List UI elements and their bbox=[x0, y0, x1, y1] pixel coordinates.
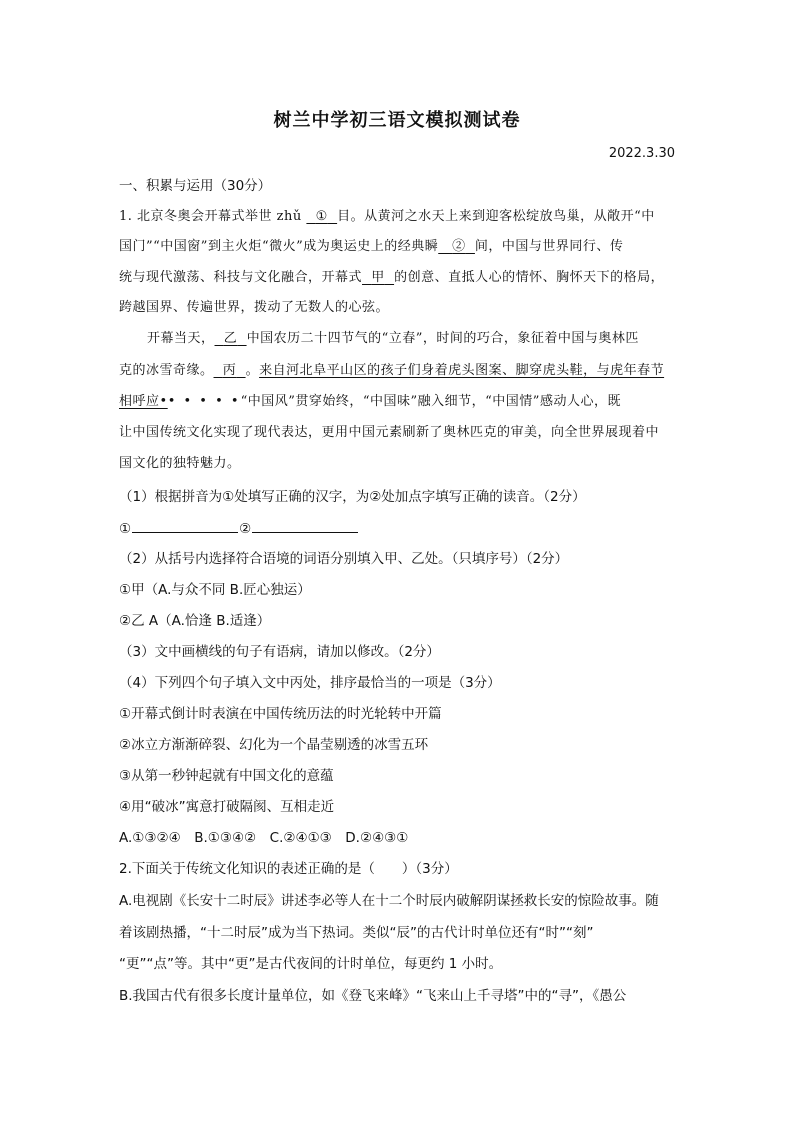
sentence-3: ③从第一秒钟起就有中国文化的意蕴 bbox=[119, 768, 334, 784]
subquestion-2-option-2: ②乙 A（A.恰逢 B.适逢） bbox=[119, 613, 271, 629]
sentence-4: ④用“破冰”寓意打破隔阂、互相走近 bbox=[119, 799, 335, 815]
blank-yi: 乙 bbox=[223, 331, 238, 346]
answer-field-2[interactable] bbox=[252, 518, 358, 533]
sentence-1: ①开幕式倒计时表演在中国传统历法的时光轮转中开篇 bbox=[119, 706, 442, 722]
passage-line-6: 克的冰雪奇缘。 丙 。来自河北阜平山区的孩子们身着虎头图案、脚穿虎头鞋，与虎年春节 bbox=[119, 363, 665, 378]
option-a-line-1: A.电视剧《长安十二时辰》讲述李必等人在十二个时辰内破解阴谋拯救长安的惊险故事。随 bbox=[119, 893, 659, 909]
subquestion-2: （2）从括号内选择符合语境的词语分别填入甲、乙处。（只填序号）（2分） bbox=[119, 551, 569, 567]
blank-jia: 甲 bbox=[371, 270, 385, 285]
underlined-sentence-end: 相呼应 bbox=[119, 394, 160, 409]
underlined-sentence: 来自河北阜平山区的孩子们身着虎头图案、脚穿虎头鞋，与虎年春节 bbox=[259, 363, 665, 378]
passage-line-4: 跨越国界、传遍世界，拨动了无数人的心弦。 bbox=[119, 300, 390, 315]
passage-line-1: 1. 北京冬奥会开幕式举世 zhǔ ① 目。从黄河之水天上来到迎客松绽放鸟巢，从敞开“中 bbox=[119, 209, 655, 224]
passage-line-2: 国门”“中国窗”到主火炬“微火”成为奥运史上的经典瞬 ② 间，中国与世界同行、传 bbox=[119, 239, 624, 254]
answer-choices: A.①③②④ B.①③④② C.②④①③ D.②④③① bbox=[119, 830, 409, 846]
exam-date: 2022.3.30 bbox=[608, 146, 675, 161]
passage-line-7: 相呼应•• • • • •“中国风”贯穿始终，“中国味”融入细节，“中国情”感动人心，既 bbox=[119, 394, 621, 409]
sentence-2: ②冰立方渐渐碎裂、幻化为一个晶莹剔透的冰雪五环 bbox=[119, 737, 429, 753]
subquestion-4: （4）下列四个句子填入文中丙处，排序最恰当的一项是（3分） bbox=[119, 675, 501, 691]
blank-1: ① bbox=[315, 209, 328, 224]
answer-field-1[interactable] bbox=[132, 518, 238, 533]
option-a-line-3: “更”“点”等。其中“更”是古代夜间的计时单位，每更约 1 小时。 bbox=[119, 956, 503, 972]
passage-line-3: 统与现代激荡、科技与文化融合，开幕式 甲 的创意、直抵人心的情怀、胸怀天下的格局， bbox=[119, 270, 665, 285]
blank-2: ② bbox=[452, 239, 466, 254]
section-heading: 一、积累与运用（30分） bbox=[119, 178, 272, 194]
passage-line-8: 让中国传统文化实现了现代表达，更用中国元素刷新了奥林匹克的审美，向全世界展现着中 bbox=[119, 425, 660, 440]
option-b-line-1: B.我国古代有很多长度计量单位，如《登飞来峰》“飞来山上千寻塔”中的“寻”，《愚公 bbox=[119, 988, 627, 1004]
subquestion-3: （3）文中画横线的句子有语病，请加以修改。（2分） bbox=[119, 644, 440, 660]
question-2: 2.下面关于传统文化知识的表述正确的是（ ）（3分） bbox=[119, 861, 458, 877]
passage-line-9: 国文化的独特魅力。 bbox=[119, 456, 241, 471]
passage-line-5: 开幕当天， 乙 中国农历二十四节气的“立春”，时间的巧合，象征着中国与奥林匹 bbox=[147, 331, 639, 346]
subquestion-2-option-1: ①甲（A.与众不同 B.匠心独运） bbox=[119, 582, 311, 598]
subquestion-1: （1）根据拼音为①处填写正确的汉字，为②处加点字填写正确的读音。（2分） bbox=[119, 489, 586, 505]
answer-blanks-1: ① ② bbox=[119, 518, 679, 539]
option-a-line-2: 着该剧热播，“十二时辰”成为当下热词。类似“辰”的古代计时单位还有“时”“刻” bbox=[119, 925, 594, 941]
exam-title: 树兰中学初三语文模拟测试卷 bbox=[273, 110, 521, 131]
blank-bing: 丙 bbox=[222, 363, 237, 378]
